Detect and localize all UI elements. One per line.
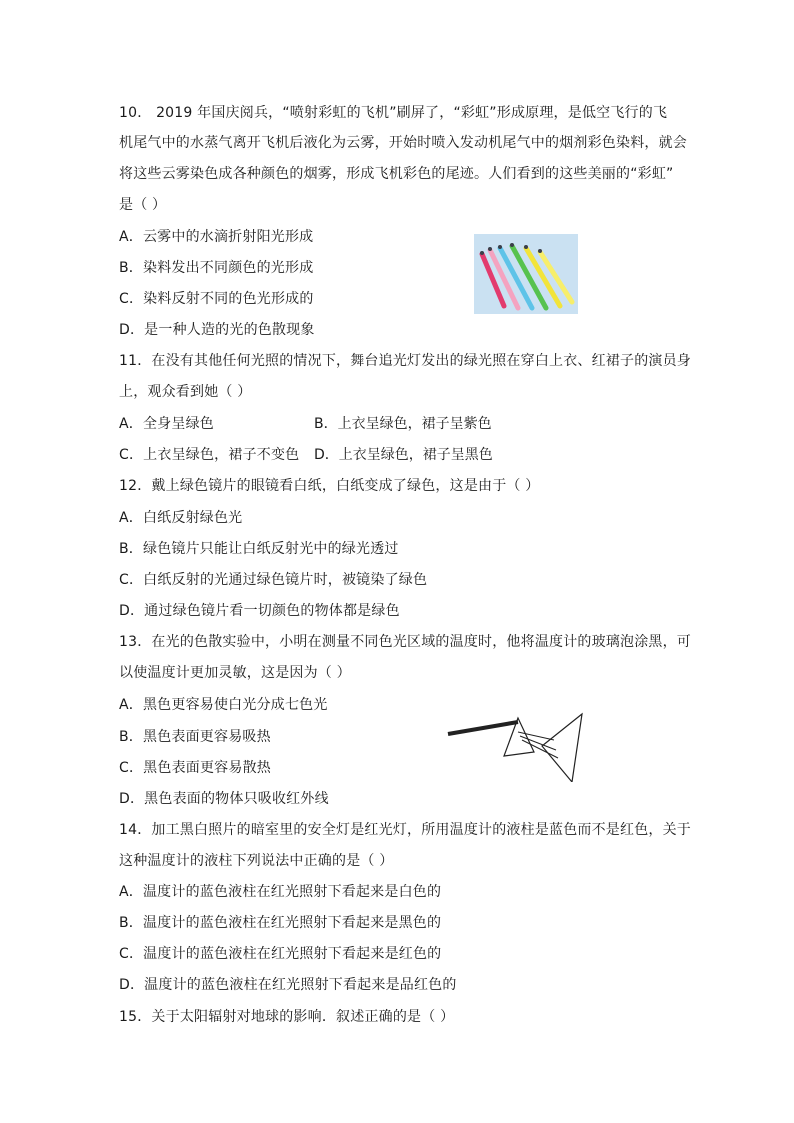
q13-option-a: A．黑色更容易使白光分成七色光: [119, 697, 328, 713]
q10-option-b: B．染料发出不同颜色的光形成: [119, 260, 314, 276]
q11-option-a: A．全身呈绿色: [119, 416, 214, 432]
q10-option-a: A．云雾中的水滴折射阳光形成: [119, 229, 314, 245]
q13-option-c: C．黑色表面更容易散热: [119, 760, 271, 776]
q10-line-4: 是（ ）: [119, 197, 167, 213]
q11-line-2: 上，观众看到她（ ）: [119, 384, 252, 400]
q10-line-1: 10． 2019 年国庆阅兵，“喷射彩虹的飞机”刷屏了，“彩虹”形成原理，是低空飞行的飞: [119, 105, 668, 121]
q12-option-a: A．白纸反射绿色光: [119, 510, 243, 526]
q13-option-d: D．黑色表面的物体只吸收红外线: [119, 791, 329, 807]
q11-option-d: D．上衣呈绿色，裙子呈黑色: [314, 447, 493, 463]
q10-line-2: 机尾气中的水蒸气离开飞机后液化为云雾，开始时喷入发动机尾气中的烟剂彩色染料，就会: [119, 135, 687, 151]
q11-line-1: 11．在没有其他任何光照的情况下，舞台追光灯发出的绿光照在穿白上衣、红裙子的演员身: [119, 353, 692, 369]
q12-option-b: B．绿色镜片只能让白纸反射光中的绿光透过: [119, 541, 399, 557]
q14-line-1: 14．加工黑白照片的暗室里的安全灯是红光灯，所用温度计的液柱是蓝色而不是红色，关于: [119, 822, 692, 838]
jets-rainbow-image: [474, 234, 578, 314]
q14-option-a: A．温度计的蓝色液柱在红光照射下看起来是白色的: [119, 884, 442, 900]
q12-option-c: C．白纸反射的光通过绿色镜片时，被镜染了绿色: [119, 572, 428, 588]
q14-option-b: B．温度计的蓝色液柱在红光照射下看起来是黑色的: [119, 915, 442, 931]
q14-option-d: D．温度计的蓝色液柱在红光照射下看起来是品红色的: [119, 977, 457, 993]
q10-line-3: 将这些云雾染色成各种颜色的烟雾，形成飞机彩色的尾迹。人们看到的这些美丽的“彩虹”: [119, 166, 674, 182]
q10-option-c: C．染料反射不同的色光形成的: [119, 291, 314, 307]
q11-option-b: B．上衣呈绿色，裙子呈紫色: [314, 416, 492, 432]
q13-line-1: 13．在光的色散实验中，小明在测量不同色光区域的温度时，他将温度计的玻璃泡涂黑，可: [119, 634, 692, 650]
q10-option-d: D．是一种人造的光的色散现象: [119, 322, 315, 338]
q13-line-2: 以使温度计更加灵敏，这是因为（ ）: [119, 665, 351, 681]
q12-line-1: 12．戴上绿色镜片的眼镜看白纸，白纸变成了绿色，这是由于（ ）: [119, 478, 540, 494]
q15-line-1: 15．关于太阳辐射对地球的影响．叙述正确的是（ ）: [119, 1009, 455, 1025]
q14-option-c: C．温度计的蓝色液柱在红光照射下看起来是红色的: [119, 946, 442, 962]
prism-dispersion-diagram: [446, 712, 586, 782]
q13-option-b: B．黑色表面更容易吸热: [119, 729, 271, 745]
q12-option-d: D．通过绿色镜片看一切颜色的物体都是绿色: [119, 603, 400, 619]
q14-line-2: 这种温度计的液柱下列说法中正确的是（ ）: [119, 853, 394, 869]
q11-option-c: C．上衣呈绿色，裙子不变色: [119, 447, 300, 463]
